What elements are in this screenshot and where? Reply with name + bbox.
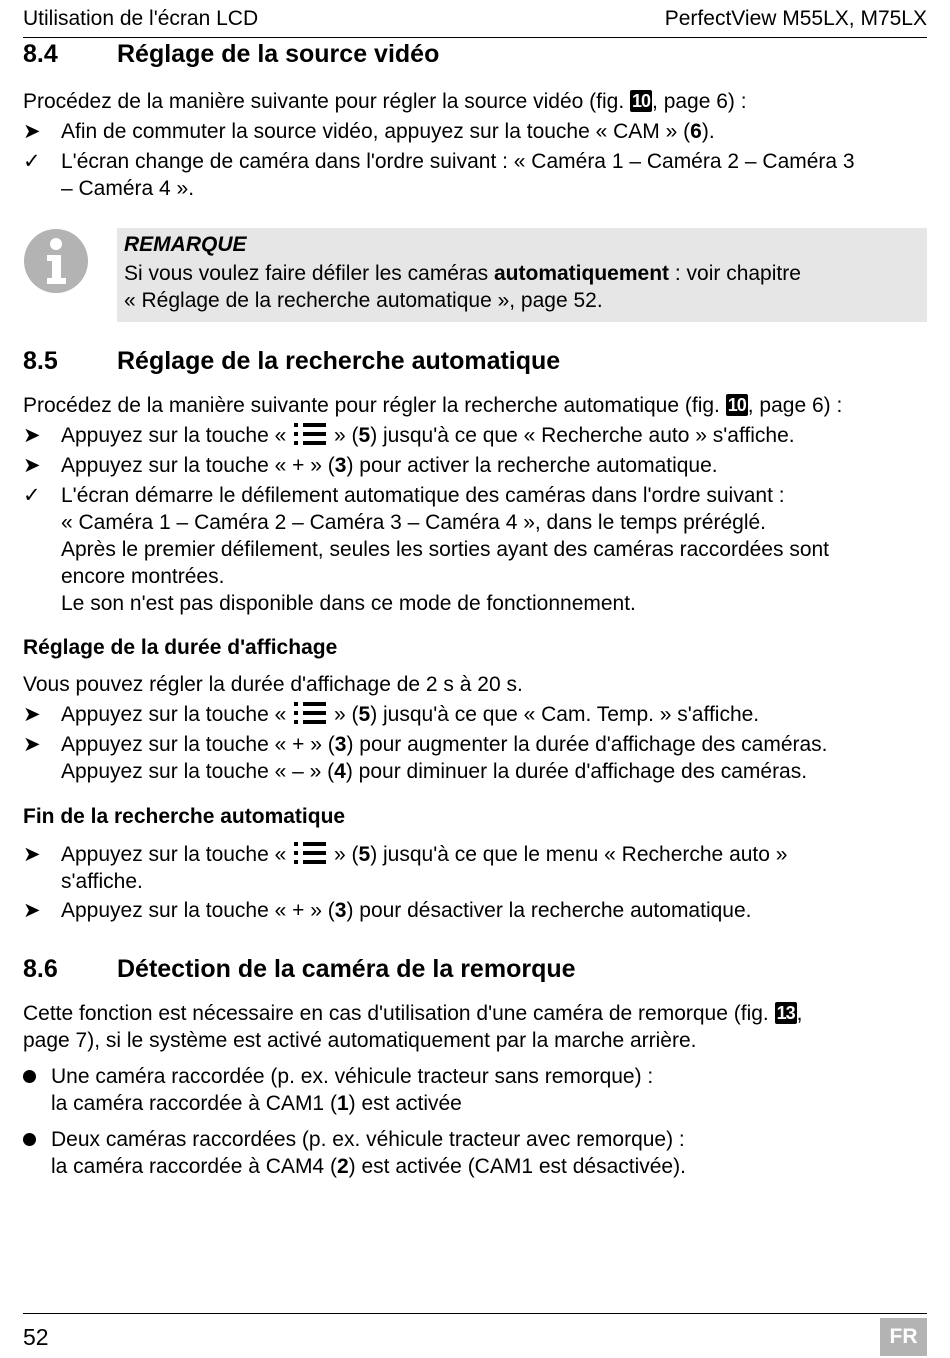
info-icon: [23, 228, 89, 294]
language-badge: FR: [880, 1318, 927, 1356]
header-product: PerfectView M55LX, M75LX: [664, 7, 927, 30]
arrow-bullet-icon: ➤: [23, 843, 41, 866]
note-title: REMARQUE: [124, 233, 247, 256]
intro-8-6: Cette fonction est nécessaire en cas d'utilisation d'une caméra de remorque (fig. 13, page 7), si le système est activé automatiquement par la marche arrière.: [23, 1002, 803, 1052]
step-fin-2: ➤ Appuyez sur la touche « + » (3) pour désactiver la recherche automatique.: [23, 899, 752, 922]
step-8-4-1: ➤ Afin de commuter la source vidéo, appuyez sur la touche « CAM » (6).: [23, 120, 715, 143]
subheading-fin: Fin de la recherche automatique: [23, 805, 346, 828]
checkmark-icon: ✓: [23, 150, 41, 173]
note-text: Si vous voulez faire défiler les caméras automatiquement : voir chapitre « Réglage de la recherche automatique », page 52.: [124, 262, 801, 312]
bullet-dot-icon: [23, 1063, 53, 1090]
arrow-bullet-icon: ➤: [23, 899, 41, 922]
intro-duree: Vous pouvez régler la durée d'affichage de 2 s à 20 s.: [23, 673, 523, 696]
page-footer: [23, 1313, 927, 1350]
page-number: 52: [23, 1324, 49, 1350]
intro-8-5: Procédez de la manière suivante pour régler la recherche automatique (fig. 10, page 6) :: [23, 394, 843, 417]
step-8-5-1: ➤ Appuyez sur la touche « » (5) jusqu'à ce que « Recherche auto » s'affiche.: [23, 424, 795, 447]
menu-key-icon: [292, 701, 328, 725]
arrow-bullet-icon: ➤: [23, 424, 41, 447]
arrow-bullet-icon: ➤: [23, 703, 41, 726]
bullet-dot-icon: [23, 1126, 53, 1153]
figure-ref: 13: [776, 1003, 795, 1023]
menu-key-icon: [292, 422, 328, 446]
figure-ref: 10: [632, 91, 651, 111]
heading-8-6: 8.6 Détection de la caméra de la remorque: [23, 955, 576, 983]
subheading-duree: Réglage de la durée d'affichage: [23, 636, 338, 659]
result-8-5: ✓ L'écran démarre le défilement automatique des caméras dans l'ordre suivant : « Caméra 1 – Caméra 2 – Caméra 3 – Caméra 4 », dans le temps préréglé. Après le premier défilement, seules les sorties ayant des caméras raccordées sont encore montrées. Le son n'est pas disponible dans ce mode de fonctionnement.: [23, 484, 830, 615]
page-header: [23, 4, 927, 38]
intro-8-4: Procédez de la manière suivante pour régler la source vidéo (fig. 10, page 6) :: [23, 90, 747, 113]
checkmark-icon: ✓: [23, 484, 41, 507]
heading-8-4: 8.4 Réglage de la source vidéo: [23, 40, 440, 68]
result-8-4: ✓ L'écran change de caméra dans l'ordre suivant : « Caméra 1 – Caméra 2 – Caméra 3 – Caméra 4 ».: [23, 150, 855, 200]
step-8-5-2: ➤ Appuyez sur la touche « + » (3) pour activer la recherche automatique.: [23, 454, 718, 477]
header-section: Utilisation de l'écran LCD: [23, 7, 259, 30]
arrow-bullet-icon: ➤: [23, 733, 41, 756]
step-duree-1: ➤ Appuyez sur la touche « » (5) jusqu'à ce que « Cam. Temp. » s'affiche.: [23, 703, 760, 726]
figure-ref: 10: [727, 395, 746, 415]
arrow-bullet-icon: ➤: [23, 120, 41, 143]
arrow-bullet-icon: ➤: [23, 454, 41, 477]
note-box: [117, 228, 927, 322]
menu-key-icon: [292, 841, 328, 865]
heading-8-5: 8.5 Réglage de la recherche automatique: [23, 347, 561, 375]
step-fin-1: ➤ Appuyez sur la touche « » (5) jusqu'à ce que le menu « Recherche auto » s'affiche.: [23, 843, 788, 893]
step-duree-2: ➤ Appuyez sur la touche « + » (3) pour augmenter la durée d'affichage des caméras. Appuyez sur la touche « – » (4) pour diminuer la durée d'affichage des caméras.: [23, 733, 828, 783]
bullet-one-camera: Une caméra raccordée (p. ex. véhicule tracteur sans remorque) : la caméra raccordée à CAM1 (1) est activée: [23, 1063, 928, 1117]
bullet-two-cameras: Deux caméras raccordées (p. ex. véhicule tracteur avec remorque) : la caméra raccordée à CAM4 (2) est activée (CAM1 est désactivée).: [23, 1126, 928, 1180]
